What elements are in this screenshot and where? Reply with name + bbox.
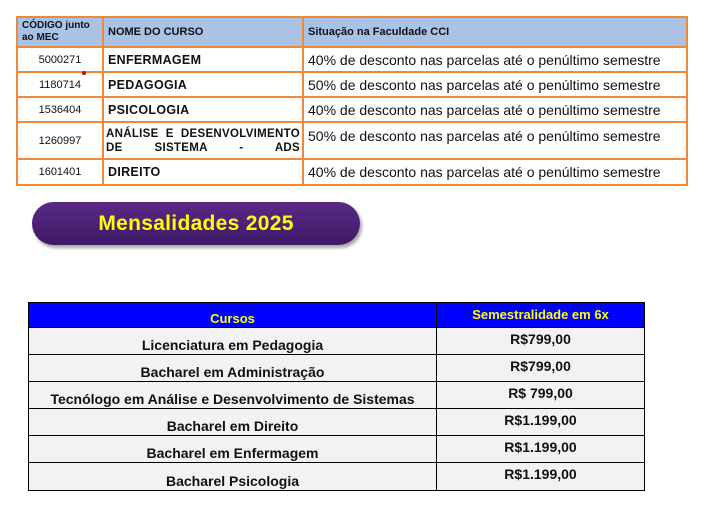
table-row [17, 159, 687, 185]
course-code: 5000271 [17, 47, 103, 72]
course-name: DIREITO [103, 159, 303, 185]
header-situation: Situação na Faculdade CCI [303, 17, 687, 47]
course-price: R$ 799,00 [437, 382, 645, 409]
course-situation: 50% de desconto nas parcelas até o penúltimo semestre [303, 122, 687, 159]
course-name: Bacharel em Administração [29, 355, 437, 382]
table-row [17, 72, 687, 97]
header-course-name: NOME DO CURSO [103, 17, 303, 47]
course-name: Licenciatura em Pedagogia [29, 328, 437, 355]
course-code: 1601401 [17, 159, 103, 185]
course-name: ANÁLISE E DESENVOLVIMENTO DE SISTEMA - ADS [103, 122, 303, 159]
course-price: R$799,00 [437, 355, 645, 382]
mensalidades-banner [32, 202, 360, 245]
course-price: R$799,00 [437, 328, 645, 355]
table-header-row [29, 303, 645, 328]
course-name: PEDAGOGIA [103, 72, 303, 97]
table-row [17, 97, 687, 122]
course-situation: 40% de desconto nas parcelas até o penúltimo semestre [303, 159, 687, 185]
table-row [29, 328, 645, 355]
course-name: PSICOLOGIA [103, 97, 303, 122]
course-code: 1180714 [17, 72, 103, 97]
header-code: CÓDIGO junto ao MEC [17, 17, 103, 47]
table-row [29, 355, 645, 382]
course-situation: 40% de desconto nas parcelas até o penúltimo semestre [303, 47, 687, 72]
table-row [29, 436, 645, 463]
table-row [17, 47, 687, 72]
course-name: Bacharel em Direito [29, 409, 437, 436]
table-row [17, 122, 687, 159]
course-price: R$1.199,00 [437, 463, 645, 491]
course-situation: 50% de desconto nas parcelas até o penúltimo semestre [303, 72, 687, 97]
table-header-row [17, 17, 687, 47]
course-name: Tecnólogo em Análise e Desenvolvimento de Sistemas [29, 382, 437, 409]
header-semestrality: Semestralidade em 6x [437, 303, 645, 328]
course-situation: 40% de desconto nas parcelas até o penúltimo semestre [303, 97, 687, 122]
tuition-table [28, 302, 645, 491]
course-name: Bacharel Psicologia [29, 463, 437, 491]
course-code: 1536404 [17, 97, 103, 122]
header-courses: Cursos [29, 303, 437, 328]
course-discount-table [16, 16, 688, 186]
table-row [29, 463, 645, 491]
red-dot-mark [82, 71, 86, 75]
table-row [29, 382, 645, 409]
course-price: R$1.199,00 [437, 409, 645, 436]
course-name: ENFERMAGEM [103, 47, 303, 72]
table-row [29, 409, 645, 436]
banner-title: Mensalidades 2025 [98, 211, 294, 235]
course-name: Bacharel em Enfermagem [29, 436, 437, 463]
course-code: 1260997 [17, 122, 103, 159]
course-price: R$1.199,00 [437, 436, 645, 463]
